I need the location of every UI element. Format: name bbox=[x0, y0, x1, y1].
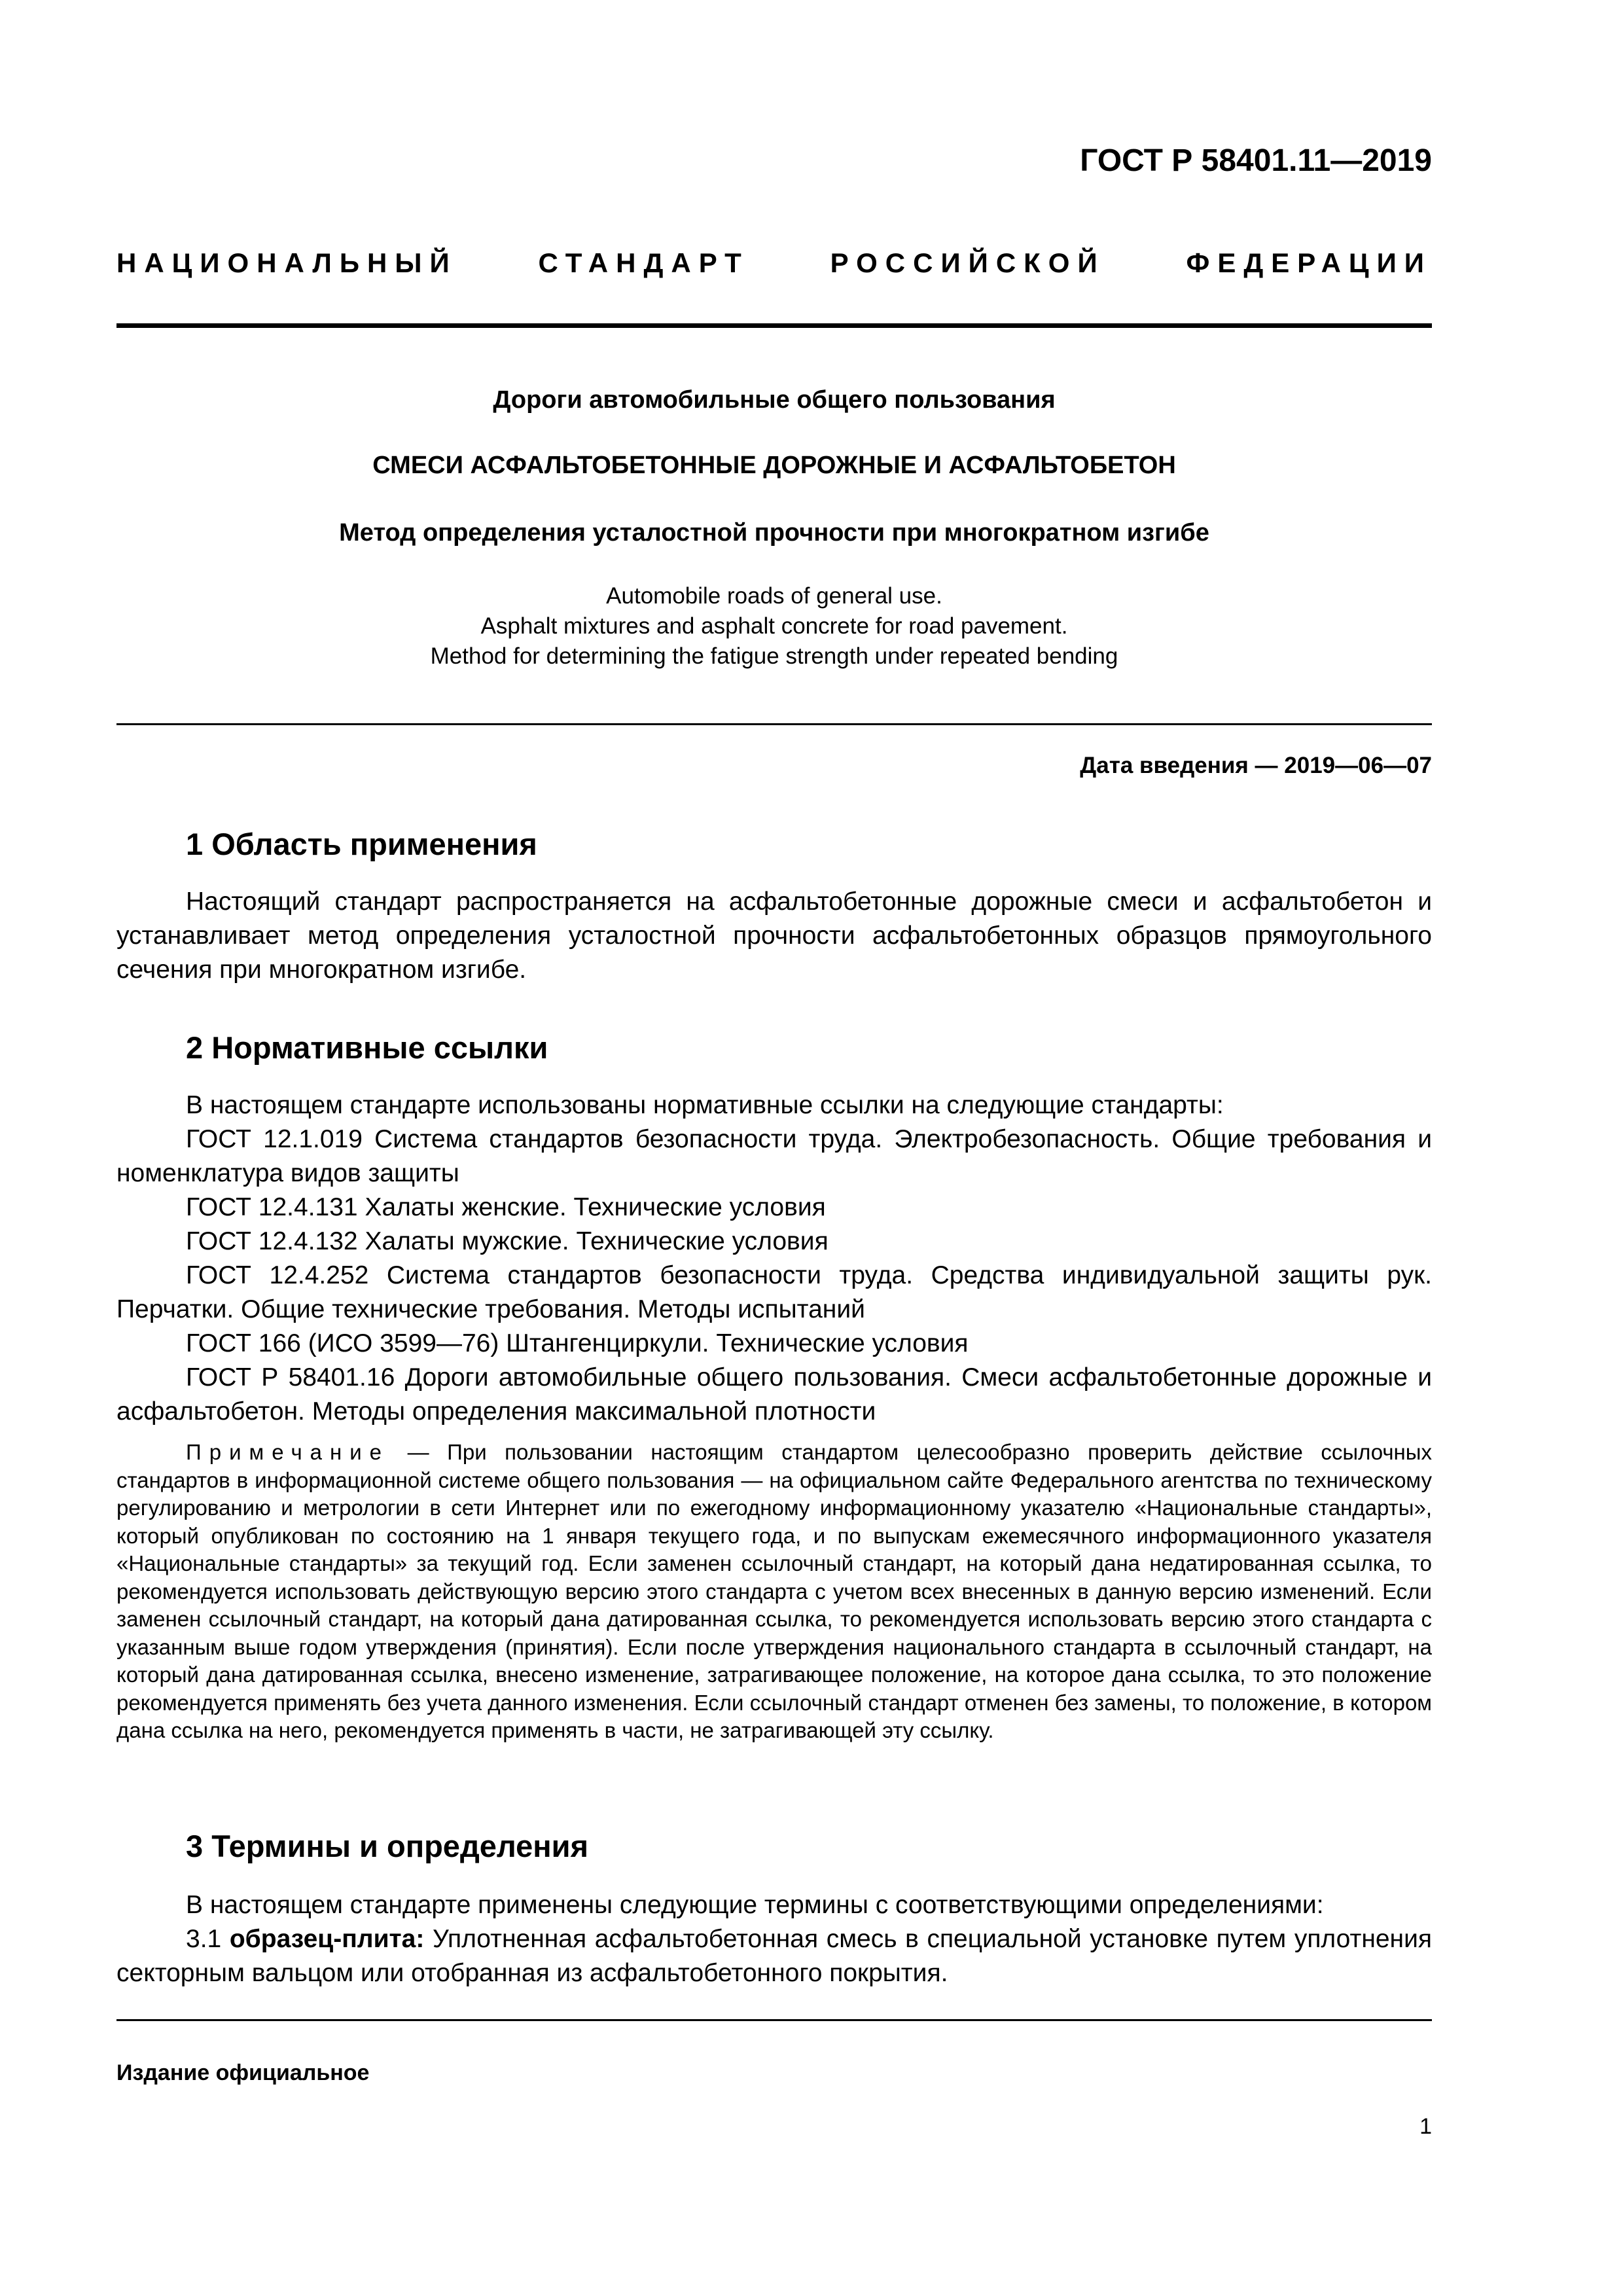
banner-word: РОССИЙСКОЙ bbox=[830, 247, 1105, 278]
term-entry bbox=[116, 1922, 1432, 1990]
normative-references bbox=[116, 1088, 1432, 1429]
term-name: образец-плита: bbox=[229, 1925, 425, 1953]
note-text: — При пользовании настоящим стандартом целесообразно проверить действие ссылочных стандартов в информационной системе общего пользования — на официальном сайте Федерального агентства по техническому регулированию и метрологии в сети Интернет или по ежегодному информационному указателю «Национальные стандарты», который опубликован по состоянию на 1 января текущего года, и по выпускам ежемесячного информационного указателя «Национальные стандарты» за текущий год. Если заменен ссылочный стандарт, на который дана недатированная ссылка, то рекомендуется использовать действующую версию этого стандарта с учетом всех внесенных в данную версию изменений. Если заменен ссылочный стандарт, на который дана датированная ссылка, то рекомендуется использовать версию этого стандарта с указанным выше годом утверждения (принятия). Если после утверждения национального стандарта в ссылочный стандарт, на который дана датированная ссылка, внесено изменение, затрагивающее положение, на которое дана ссылка, то это положение рекомендуется применять без учета данного изменения. Если ссылочный стандарт отменен без замены, то положение, в котором дана ссылка на него, рекомендуется применять в части, не затрагивающей эту ссылку. bbox=[116, 1440, 1432, 1742]
title-line-3: Метод определения усталостной прочности при многократном изгибе bbox=[339, 519, 1209, 547]
national-standard-banner bbox=[116, 247, 1432, 279]
official-edition-label: Издание официальное bbox=[116, 2060, 370, 2085]
banner-word: ФЕДЕРАЦИИ bbox=[1186, 247, 1432, 278]
header-rule bbox=[116, 323, 1432, 328]
title-line-1: Дороги автомобильные общего пользования bbox=[493, 386, 1056, 414]
terms-and-definitions bbox=[116, 1888, 1432, 1990]
english-title-line-3: Method for determining the fatigue strength under repeated bending bbox=[430, 643, 1118, 669]
page-number: 1 bbox=[1419, 2114, 1432, 2139]
banner-word: СТАНДАРТ bbox=[538, 247, 749, 278]
section-1-text bbox=[116, 885, 1432, 987]
term-number: 3.1 bbox=[186, 1925, 230, 1953]
section-3-heading: 3 Термины и определения bbox=[186, 1829, 588, 1863]
introduction-date: Дата введения — 2019—06—07 bbox=[1080, 753, 1432, 778]
english-title-line-1: Automobile roads of general use. bbox=[606, 583, 942, 609]
reference-item: ГОСТ 12.4.252 Система стандартов безопасности труда. Средства индивидуальной защиты рук. Перчатки. Общие технические требования. Методы испытаний bbox=[116, 1261, 1432, 1323]
note-label: Примечание bbox=[186, 1440, 390, 1464]
references-note bbox=[116, 1439, 1432, 1745]
terms-intro: В настоящем стандарте применены следующие термины с соответствующими определениями: bbox=[186, 1891, 1324, 1919]
title-rule bbox=[116, 723, 1432, 725]
scope-paragraph: Настоящий стандарт распространяется на асфальтобетонные дорожные смеси и асфальтобетон и устанавливает метод определения усталостной прочности асфальтобетонных образцов прямоугольного сечения при многократном изгибе. bbox=[116, 888, 1432, 984]
section-1-heading: 1 Область применения bbox=[186, 827, 537, 861]
reference-item: ГОСТ Р 58401.16 Дороги автомобильные общего пользования. Смеси асфальтобетонные дорожные и асфальтобетон. Методы определения максимальной плотности bbox=[116, 1363, 1432, 1426]
references-intro: В настоящем стандарте использованы нормативные ссылки на следующие стандарты: bbox=[186, 1091, 1224, 1119]
reference-item: ГОСТ 12.4.132 Халаты мужские. Технические условия bbox=[186, 1227, 829, 1255]
standard-designation: ГОСТ Р 58401.11—2019 bbox=[1080, 143, 1432, 178]
banner-word: НАЦИОНАЛЬНЫЙ bbox=[116, 247, 457, 278]
reference-item: ГОСТ 12.1.019 Система стандартов безопасности труда. Электробезопасность. Общие требования и номенклатура видов защиты bbox=[116, 1125, 1432, 1187]
title-line-2: СМЕСИ АСФАЛЬТОБЕТОННЫЕ ДОРОЖНЫЕ И АСФАЛЬТОБЕТОН bbox=[372, 452, 1176, 479]
term-definition: Уплотненная асфальтобетонная смесь в специальной установке путем уплотнения секторным вальцом или отобранная из асфальтобетонного покрытия. bbox=[116, 1925, 1432, 1987]
section-2-heading: 2 Нормативные ссылки bbox=[186, 1030, 548, 1065]
english-title-line-2: Asphalt mixtures and asphalt concrete for road pavement. bbox=[480, 613, 1068, 639]
reference-item: ГОСТ 12.4.131 Халаты женские. Технические условия bbox=[186, 1193, 826, 1221]
footer-rule bbox=[116, 2019, 1432, 2021]
reference-item: ГОСТ 166 (ИСО 3599—76) Штангенциркули. Технические условия bbox=[186, 1329, 969, 1357]
